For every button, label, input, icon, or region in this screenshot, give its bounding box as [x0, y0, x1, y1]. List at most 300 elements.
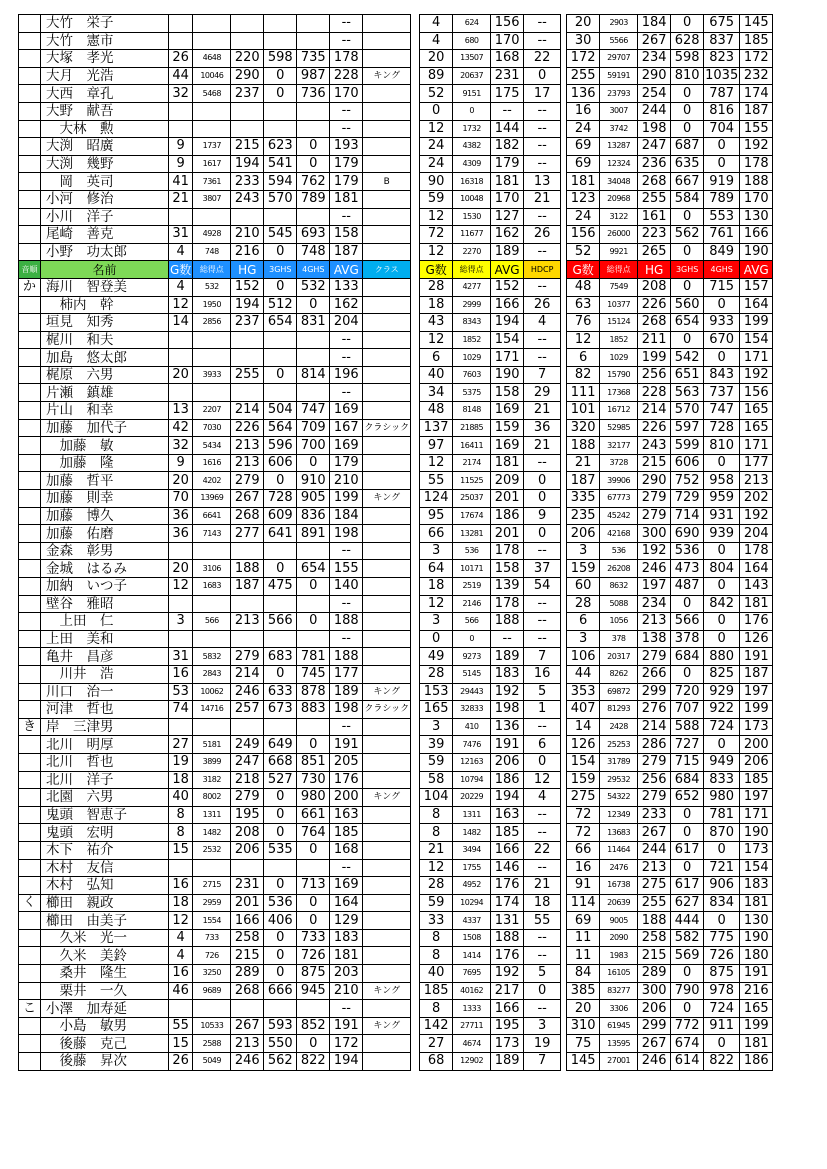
player-class: [363, 578, 411, 596]
s2-average: 173: [491, 1035, 524, 1053]
s1-g-count: 15: [169, 841, 193, 859]
s3-total-pins: 81293: [600, 701, 638, 719]
s2-total-pins: 536: [453, 542, 491, 560]
spacer-cell: [411, 542, 420, 560]
header-s3-average: AVG: [740, 261, 773, 279]
s2-g-count: 66: [420, 525, 453, 543]
player-class: [363, 296, 411, 314]
s2-average: 159: [491, 419, 524, 437]
s2-total-pins: 624: [453, 15, 491, 33]
s3-average: 178: [740, 155, 773, 173]
player-class: [363, 648, 411, 666]
table-row: [19, 613, 773, 631]
s1-4g-high-series: 693: [297, 226, 330, 244]
spacer-cell: [411, 102, 420, 120]
s1-g-count: [169, 208, 193, 226]
s1-total-pins: [193, 15, 231, 33]
s2-g-count: 40: [420, 366, 453, 384]
row-initial: こ: [19, 1000, 41, 1018]
header-s2-g-count: G数: [420, 261, 453, 279]
s1-average: 210: [330, 472, 363, 490]
player-class: キング: [363, 789, 411, 807]
s3-average: 130: [740, 208, 773, 226]
s1-4g-high-series: [297, 32, 330, 50]
s3-g-count: 320: [567, 419, 600, 437]
s3-g-count: 310: [567, 1017, 600, 1035]
s1-average: 210: [330, 982, 363, 1000]
s3-high-game: 184: [638, 15, 671, 33]
s1-4g-high-series: 762: [297, 173, 330, 191]
s3-4g-high-series: 728: [704, 419, 740, 437]
s3-4g-high-series: 810: [704, 437, 740, 455]
s3-total-pins: 32177: [600, 437, 638, 455]
s1-4g-high-series: 831: [297, 314, 330, 332]
table-row: [19, 437, 773, 455]
s1-total-pins: 10533: [193, 1017, 231, 1035]
s3-average: 187: [740, 665, 773, 683]
s2-handicap: 0: [524, 67, 561, 85]
header-s3-high-game: HG: [638, 261, 671, 279]
s2-g-count: 124: [420, 490, 453, 508]
s1-g-count: 26: [169, 50, 193, 68]
s1-average: 193: [330, 138, 363, 156]
s1-4g-high-series: 0: [297, 296, 330, 314]
s1-4g-high-series: [297, 208, 330, 226]
s2-total-pins: 40162: [453, 982, 491, 1000]
s3-3g-high-series: 563: [671, 384, 704, 402]
s3-high-game: 215: [638, 947, 671, 965]
s3-3g-high-series: 0: [671, 595, 704, 613]
s1-4g-high-series: [297, 859, 330, 877]
s3-3g-high-series: 0: [671, 278, 704, 296]
s1-3g-high-series: 0: [264, 824, 297, 842]
s1-high-game: 258: [231, 929, 264, 947]
player-name: 栗井 一久: [41, 982, 169, 1000]
s1-high-game: [231, 15, 264, 33]
s1-total-pins: [193, 349, 231, 367]
s3-high-game: 279: [638, 648, 671, 666]
s2-total-pins: 4952: [453, 877, 491, 895]
s3-3g-high-series: 614: [671, 1053, 704, 1071]
s1-high-game: 277: [231, 525, 264, 543]
s1-total-pins: 9689: [193, 982, 231, 1000]
s3-high-game: 226: [638, 296, 671, 314]
s1-total-pins: 1950: [193, 296, 231, 314]
player-class: キング: [363, 982, 411, 1000]
row-initial: [19, 595, 41, 613]
s2-total-pins: 2146: [453, 595, 491, 613]
s2-handicap: 0: [524, 490, 561, 508]
table-row: [19, 454, 773, 472]
s2-g-count: 90: [420, 173, 453, 191]
s1-high-game: 255: [231, 366, 264, 384]
s2-average: 127: [491, 208, 524, 226]
s1-high-game: 215: [231, 138, 264, 156]
s3-4g-high-series: 842: [704, 595, 740, 613]
player-name: 尾崎 善克: [41, 226, 169, 244]
s1-high-game: [231, 718, 264, 736]
row-initial: [19, 208, 41, 226]
s1-g-count: 27: [169, 736, 193, 754]
s1-average: 177: [330, 665, 363, 683]
table-row: [19, 366, 773, 384]
s3-average: 166: [740, 226, 773, 244]
s2-average: 158: [491, 560, 524, 578]
s2-g-count: 0: [420, 102, 453, 120]
s1-total-pins: 6641: [193, 507, 231, 525]
s2-average: 183: [491, 665, 524, 683]
s1-high-game: 268: [231, 982, 264, 1000]
row-initial: [19, 806, 41, 824]
s3-g-count: 69: [567, 912, 600, 930]
s1-4g-high-series: [297, 102, 330, 120]
spacer-cell: [411, 67, 420, 85]
s1-total-pins: 8002: [193, 789, 231, 807]
s3-3g-high-series: 729: [671, 490, 704, 508]
s2-average: 188: [491, 929, 524, 947]
s1-3g-high-series: 0: [264, 789, 297, 807]
s1-average: 181: [330, 947, 363, 965]
s3-4g-high-series: 911: [704, 1017, 740, 1035]
spacer-cell: [411, 665, 420, 683]
s2-handicap: 0: [524, 982, 561, 1000]
s3-4g-high-series: 834: [704, 894, 740, 912]
s3-high-game: 233: [638, 806, 671, 824]
table-row: [19, 296, 773, 314]
player-class: [363, 331, 411, 349]
s1-total-pins: 3807: [193, 190, 231, 208]
s1-average: 203: [330, 965, 363, 983]
s1-total-pins: 2843: [193, 665, 231, 683]
s1-g-count: [169, 718, 193, 736]
s3-3g-high-series: 582: [671, 929, 704, 947]
player-name: 小川 洋子: [41, 208, 169, 226]
s1-total-pins: 1482: [193, 824, 231, 842]
s2-average: 170: [491, 32, 524, 50]
s3-total-pins: 16738: [600, 877, 638, 895]
spacer-cell: [411, 226, 420, 244]
table-row: [19, 507, 773, 525]
s3-average: 170: [740, 190, 773, 208]
s1-total-pins: 3899: [193, 753, 231, 771]
table-body: [19, 15, 773, 1071]
s1-high-game: 187: [231, 578, 264, 596]
s1-3g-high-series: [264, 859, 297, 877]
s1-high-game: 247: [231, 753, 264, 771]
row-initial: [19, 85, 41, 103]
s1-total-pins: 3933: [193, 366, 231, 384]
s2-average: 191: [491, 736, 524, 754]
player-name: 後藤 克己: [41, 1035, 169, 1053]
s1-g-count: [169, 349, 193, 367]
s3-4g-high-series: 0: [704, 155, 740, 173]
player-name: 片山 和幸: [41, 402, 169, 420]
s1-3g-high-series: 564: [264, 419, 297, 437]
header-s2-total-pins: 総得点: [453, 261, 491, 279]
s3-4g-high-series: 0: [704, 841, 740, 859]
row-initial: [19, 630, 41, 648]
s2-handicap: 21: [524, 190, 561, 208]
s3-high-game: 215: [638, 454, 671, 472]
s3-average: 216: [740, 982, 773, 1000]
s3-4g-high-series: 949: [704, 753, 740, 771]
table-row: [19, 753, 773, 771]
s2-total-pins: 2174: [453, 454, 491, 472]
spacer-cell: [411, 261, 420, 279]
row-initial: [19, 331, 41, 349]
s1-g-count: [169, 542, 193, 560]
s1-g-count: 36: [169, 525, 193, 543]
s2-total-pins: 21885: [453, 419, 491, 437]
player-name: 北川 明厚: [41, 736, 169, 754]
s3-total-pins: 83277: [600, 982, 638, 1000]
s1-4g-high-series: 736: [297, 85, 330, 103]
s3-3g-high-series: 772: [671, 1017, 704, 1035]
s1-high-game: 213: [231, 454, 264, 472]
player-name: 加藤 則幸: [41, 490, 169, 508]
s2-handicap: 55: [524, 912, 561, 930]
row-initial: [19, 243, 41, 261]
s2-handicap: 18: [524, 894, 561, 912]
s1-total-pins: 2207: [193, 402, 231, 420]
s3-total-pins: 1056: [600, 613, 638, 631]
s3-4g-high-series: 775: [704, 929, 740, 947]
s3-average: 178: [740, 542, 773, 560]
player-name: 櫛田 親政: [41, 894, 169, 912]
s3-high-game: 247: [638, 138, 671, 156]
s2-g-count: 33: [420, 912, 453, 930]
s1-3g-high-series: 550: [264, 1035, 297, 1053]
s2-total-pins: 9273: [453, 648, 491, 666]
player-class: [363, 1000, 411, 1018]
s3-high-game: 290: [638, 472, 671, 490]
s1-average: 198: [330, 701, 363, 719]
s2-total-pins: 4277: [453, 278, 491, 296]
s3-g-count: 106: [567, 648, 600, 666]
s3-3g-high-series: 487: [671, 578, 704, 596]
s1-high-game: [231, 331, 264, 349]
s3-3g-high-series: 0: [671, 806, 704, 824]
s3-average: 174: [740, 85, 773, 103]
spacer-cell: [411, 912, 420, 930]
s3-total-pins: 26208: [600, 560, 638, 578]
s3-high-game: 198: [638, 120, 671, 138]
player-name: 木下 祐介: [41, 841, 169, 859]
s1-4g-high-series: 0: [297, 454, 330, 472]
spacer-cell: [411, 314, 420, 332]
player-class: [363, 402, 411, 420]
s3-3g-high-series: 0: [671, 859, 704, 877]
row-initial: [19, 296, 41, 314]
player-name: 壁谷 雅昭: [41, 595, 169, 613]
s1-4g-high-series: 945: [297, 982, 330, 1000]
s3-total-pins: 11464: [600, 841, 638, 859]
s1-3g-high-series: 609: [264, 507, 297, 525]
s2-handicap: 37: [524, 560, 561, 578]
s1-total-pins: 566: [193, 613, 231, 631]
spacer-cell: [411, 648, 420, 666]
player-name: 加藤 加代子: [41, 419, 169, 437]
s3-high-game: 290: [638, 67, 671, 85]
s3-g-count: 385: [567, 982, 600, 1000]
s1-high-game: 220: [231, 50, 264, 68]
s3-3g-high-series: 536: [671, 542, 704, 560]
s3-total-pins: 13683: [600, 824, 638, 842]
s2-g-count: 3: [420, 718, 453, 736]
s2-handicap: 26: [524, 226, 561, 244]
s3-average: 173: [740, 841, 773, 859]
s3-high-game: 286: [638, 736, 671, 754]
s1-g-count: 31: [169, 648, 193, 666]
s1-high-game: [231, 32, 264, 50]
s1-high-game: [231, 630, 264, 648]
player-name: 垣見 知秀: [41, 314, 169, 332]
s3-average: 180: [740, 947, 773, 965]
spacer-cell: [411, 560, 420, 578]
row-initial: [19, 349, 41, 367]
s1-g-count: 31: [169, 226, 193, 244]
row-initial: [19, 789, 41, 807]
spacer-cell: [411, 718, 420, 736]
s3-4g-high-series: 837: [704, 32, 740, 50]
spacer-cell: [411, 208, 420, 226]
s3-3g-high-series: 599: [671, 437, 704, 455]
s1-total-pins: 1554: [193, 912, 231, 930]
s1-average: 155: [330, 560, 363, 578]
s3-4g-high-series: 724: [704, 718, 740, 736]
s3-g-count: 76: [567, 314, 600, 332]
s3-4g-high-series: 0: [704, 912, 740, 930]
s2-handicap: --: [524, 208, 561, 226]
s3-4g-high-series: 919: [704, 173, 740, 191]
table-row: [19, 490, 773, 508]
s3-average: 171: [740, 349, 773, 367]
spacer-cell: [411, 278, 420, 296]
s3-high-game: 214: [638, 402, 671, 420]
s3-high-game: 279: [638, 753, 671, 771]
s1-g-count: 8: [169, 806, 193, 824]
s1-high-game: 194: [231, 296, 264, 314]
s2-average: 185: [491, 824, 524, 842]
row-initial: [19, 366, 41, 384]
s3-total-pins: 1852: [600, 331, 638, 349]
s3-4g-high-series: 789: [704, 190, 740, 208]
s2-g-count: 95: [420, 507, 453, 525]
s1-total-pins: 5181: [193, 736, 231, 754]
s2-average: 139: [491, 578, 524, 596]
s1-total-pins: 10062: [193, 683, 231, 701]
s3-total-pins: 25253: [600, 736, 638, 754]
table-row: [19, 894, 773, 912]
s3-3g-high-series: 810: [671, 67, 704, 85]
player-name: 加納 いつ子: [41, 578, 169, 596]
s1-high-game: [231, 384, 264, 402]
table-row: [19, 138, 773, 156]
s3-g-count: 16: [567, 859, 600, 877]
s2-average: 178: [491, 595, 524, 613]
s3-g-count: 21: [567, 454, 600, 472]
s3-4g-high-series: 870: [704, 824, 740, 842]
s3-g-count: 181: [567, 173, 600, 191]
s1-high-game: 208: [231, 824, 264, 842]
player-name: 梶原 六男: [41, 366, 169, 384]
s2-handicap: 7: [524, 648, 561, 666]
s3-average: 199: [740, 701, 773, 719]
s1-g-count: 15: [169, 1035, 193, 1053]
s2-handicap: --: [524, 1000, 561, 1018]
s3-3g-high-series: 652: [671, 789, 704, 807]
s1-average: --: [330, 120, 363, 138]
player-class: [363, 507, 411, 525]
table-row: [19, 1000, 773, 1018]
spacer-cell: [411, 982, 420, 1000]
row-initial: [19, 982, 41, 1000]
s1-4g-high-series: 745: [297, 665, 330, 683]
s3-4g-high-series: 933: [704, 314, 740, 332]
s3-3g-high-series: 566: [671, 613, 704, 631]
s2-average: 189: [491, 648, 524, 666]
s1-3g-high-series: 668: [264, 753, 297, 771]
s1-high-game: 249: [231, 736, 264, 754]
s2-handicap: --: [524, 138, 561, 156]
table-row: [19, 718, 773, 736]
row-initial: [19, 648, 41, 666]
s3-3g-high-series: 617: [671, 841, 704, 859]
s1-average: 158: [330, 226, 363, 244]
s2-average: 189: [491, 1053, 524, 1071]
s3-4g-high-series: 0: [704, 578, 740, 596]
s2-average: 170: [491, 190, 524, 208]
s1-3g-high-series: 535: [264, 841, 297, 859]
player-name: 鬼頭 智恵子: [41, 806, 169, 824]
s3-high-game: 279: [638, 507, 671, 525]
s2-average: 169: [491, 402, 524, 420]
table-row: [19, 683, 773, 701]
s1-total-pins: 2715: [193, 877, 231, 895]
spacer-cell: [411, 331, 420, 349]
s1-4g-high-series: 781: [297, 648, 330, 666]
s3-total-pins: 2903: [600, 15, 638, 33]
s2-g-count: 48: [420, 402, 453, 420]
s1-average: 133: [330, 278, 363, 296]
player-class: [363, 947, 411, 965]
s2-average: 194: [491, 789, 524, 807]
header-s3-3g-high-series: 3GHS: [671, 261, 704, 279]
s3-3g-high-series: 790: [671, 982, 704, 1000]
s3-high-game: 256: [638, 771, 671, 789]
player-class: [363, 877, 411, 895]
row-initial: [19, 507, 41, 525]
player-name: 大西 章孔: [41, 85, 169, 103]
s2-g-count: 8: [420, 947, 453, 965]
s1-g-count: [169, 120, 193, 138]
s3-total-pins: 34048: [600, 173, 638, 191]
s3-4g-high-series: 675: [704, 15, 740, 33]
s2-g-count: 39: [420, 736, 453, 754]
spacer-cell: [411, 155, 420, 173]
player-class: [363, 102, 411, 120]
spacer-cell: [411, 384, 420, 402]
s1-3g-high-series: 0: [264, 67, 297, 85]
spacer-cell: [411, 419, 420, 437]
s3-3g-high-series: 687: [671, 138, 704, 156]
s1-3g-high-series: 545: [264, 226, 297, 244]
s1-3g-high-series: [264, 120, 297, 138]
s3-average: 206: [740, 753, 773, 771]
s3-3g-high-series: 635: [671, 155, 704, 173]
player-class: [363, 1053, 411, 1071]
s1-total-pins: 532: [193, 278, 231, 296]
